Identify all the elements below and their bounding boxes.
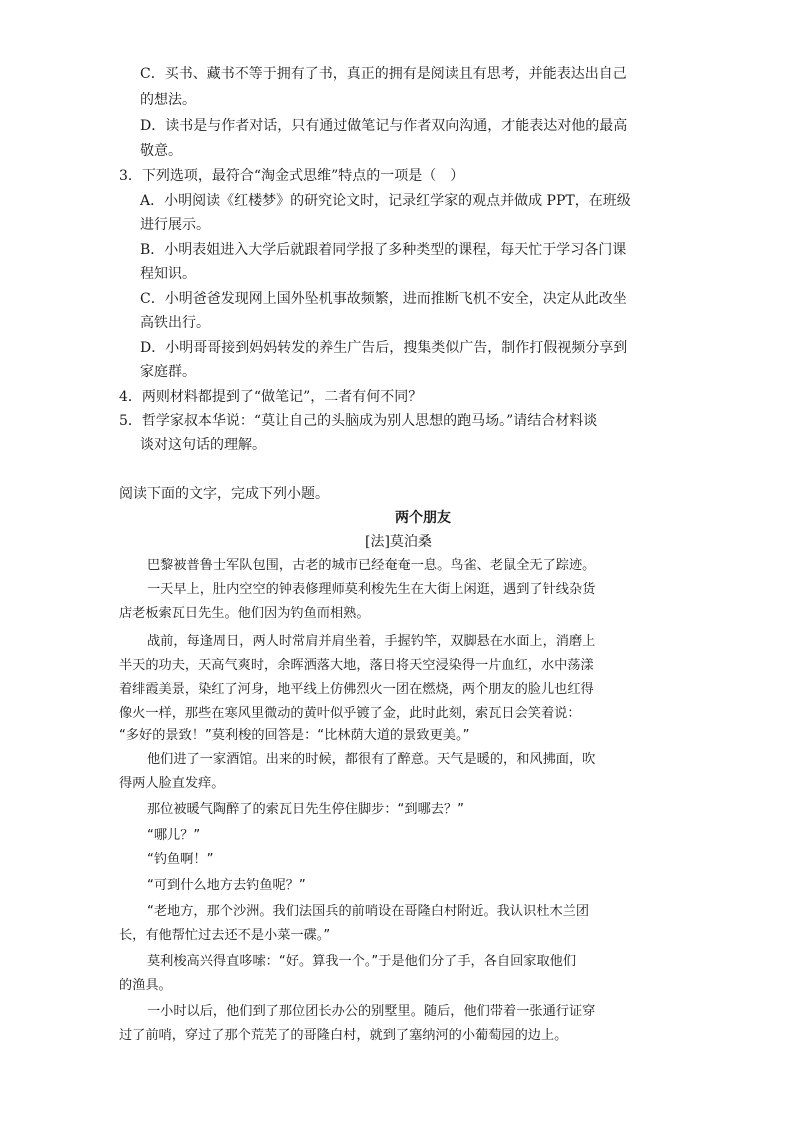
q3-stem: 3．下列选项，最符合“淘金式思维”特点的一项是（ ） (119, 168, 465, 184)
story-line: 长，有他帮忙过去还不是小菜一碟。” (119, 928, 331, 943)
q3-option-d-line1: D．小明哥哥接到妈妈转发的养生广告后，搜集类似广告，制作打假视频分享到 (140, 340, 628, 356)
story-line: 战前，每逢周日，两人时常肩并肩坐着，手握钓竿，双脚悬在水面上，消磨上 (147, 634, 596, 649)
q5-stem-line1: 5．哲学家叔本华说：“莫让自己的头脑成为别人思想的跑马场。”请结合材料谈 (119, 413, 598, 429)
story-line: 一天早上，肚内空空的钟表修理师莫利梭先生在大街上闲逛，遇到了针线杂货 (147, 582, 596, 597)
story-author: [法]莫泊桑 (365, 534, 432, 550)
q3-option-a-line1: A．小明阅读《红楼梦》的研究论文时，记录红学家的观点并做成 PPT，在班级 (140, 193, 631, 209)
story-line: “多好的景致！”莫利梭的回答是：“比林荫大道的景致更美。” (119, 728, 470, 743)
story-line: “哪儿？” (147, 828, 201, 843)
q2-option-d-line1: D．读书是与作者对话，只有通过做笔记与作者双向沟通，才能表达对他的最高 (140, 118, 628, 134)
reading-instruction: 阅读下面的文字，完成下列小题。 (119, 486, 329, 502)
story-line: 的渔具。 (119, 978, 172, 993)
story-line: 他们进了一家酒馆。出来的时候，都很有了醉意。天气是暖的，和风拂面，吹 (147, 752, 596, 767)
story-line: 那位被暖气陶醉了的索瓦日先生停住脚步：“到哪去？” (147, 802, 464, 817)
story-title: 两个朋友 (395, 510, 451, 526)
q3-option-b-line2: 程知识。 (140, 266, 196, 282)
q3-option-b-line1: B．小明表姐进入大学后就跟着同学报了多种类型的课程，每天忙于学习各门课 (140, 242, 627, 258)
q4-stem: 4．两则材料都提到了“做笔记”，二者有何不同？ (119, 389, 423, 405)
story-line: “可到什么地方去钓鱼呢？” (147, 878, 306, 893)
story-line: 着绯霞美景，染红了河身，地平线上仿佛烈火一团在燃烧，两个朋友的脸儿也红得 (119, 682, 594, 697)
q2-option-d-line2: 敬意。 (140, 143, 182, 159)
q2-option-c-line2: 的想法。 (140, 92, 196, 108)
story-line: “老地方，那个沙洲。我们法国兵的前哨设在哥隆白村附近。我认识杜木兰团 (147, 904, 590, 919)
story-line: 像火一样，那些在寒风里微动的黄叶似乎镀了金，此时此刻，索瓦日会笑着说： (119, 706, 581, 721)
story-line: 过了前哨，穿过了那个荒芜了的哥隆白村，就到了塞纳河的小葡萄园的边上。 (119, 1028, 568, 1043)
q3-option-a-line2: 进行展示。 (140, 217, 210, 233)
story-line: 店老板索瓦日先生。他们因为钓鱼而相熟。 (119, 606, 370, 621)
q2-option-c-line1: C．买书、藏书不等于拥有了书，真正的拥有是阅读且有思考，并能表达出自己 (140, 66, 627, 82)
story-line: “钓鱼啊！” (147, 852, 214, 867)
story-line: 一小时以后，他们到了那位团长办公的别墅里。随后，他们带着一张通行证穿 (147, 1004, 596, 1019)
story-line: 半天的功夫，天高气爽时，余晖洒落大地，落日将天空浸染得一片血红，水中荡漾 (119, 658, 594, 673)
q3-option-d-line2: 家庭群。 (140, 364, 196, 380)
story-line: 巴黎被普鲁士军队包围，古老的城市已经奄奄一息。鸟雀、老鼠全无了踪迹。 (147, 558, 596, 573)
q3-option-c-line1: C．小明爸爸发现网上国外坠机事故频繁，进而推断飞机不安全，决定从此改坐 (140, 291, 627, 307)
story-line: 莫利梭高兴得直哆嗦：“好。算我一个。”于是他们分了手，各自回家取他们 (147, 954, 577, 969)
q3-option-c-line2: 高铁出行。 (140, 315, 210, 331)
q5-stem-line2: 谈对这句话的理解。 (140, 437, 266, 453)
story-line: 得两人脸直发痒。 (119, 776, 225, 791)
